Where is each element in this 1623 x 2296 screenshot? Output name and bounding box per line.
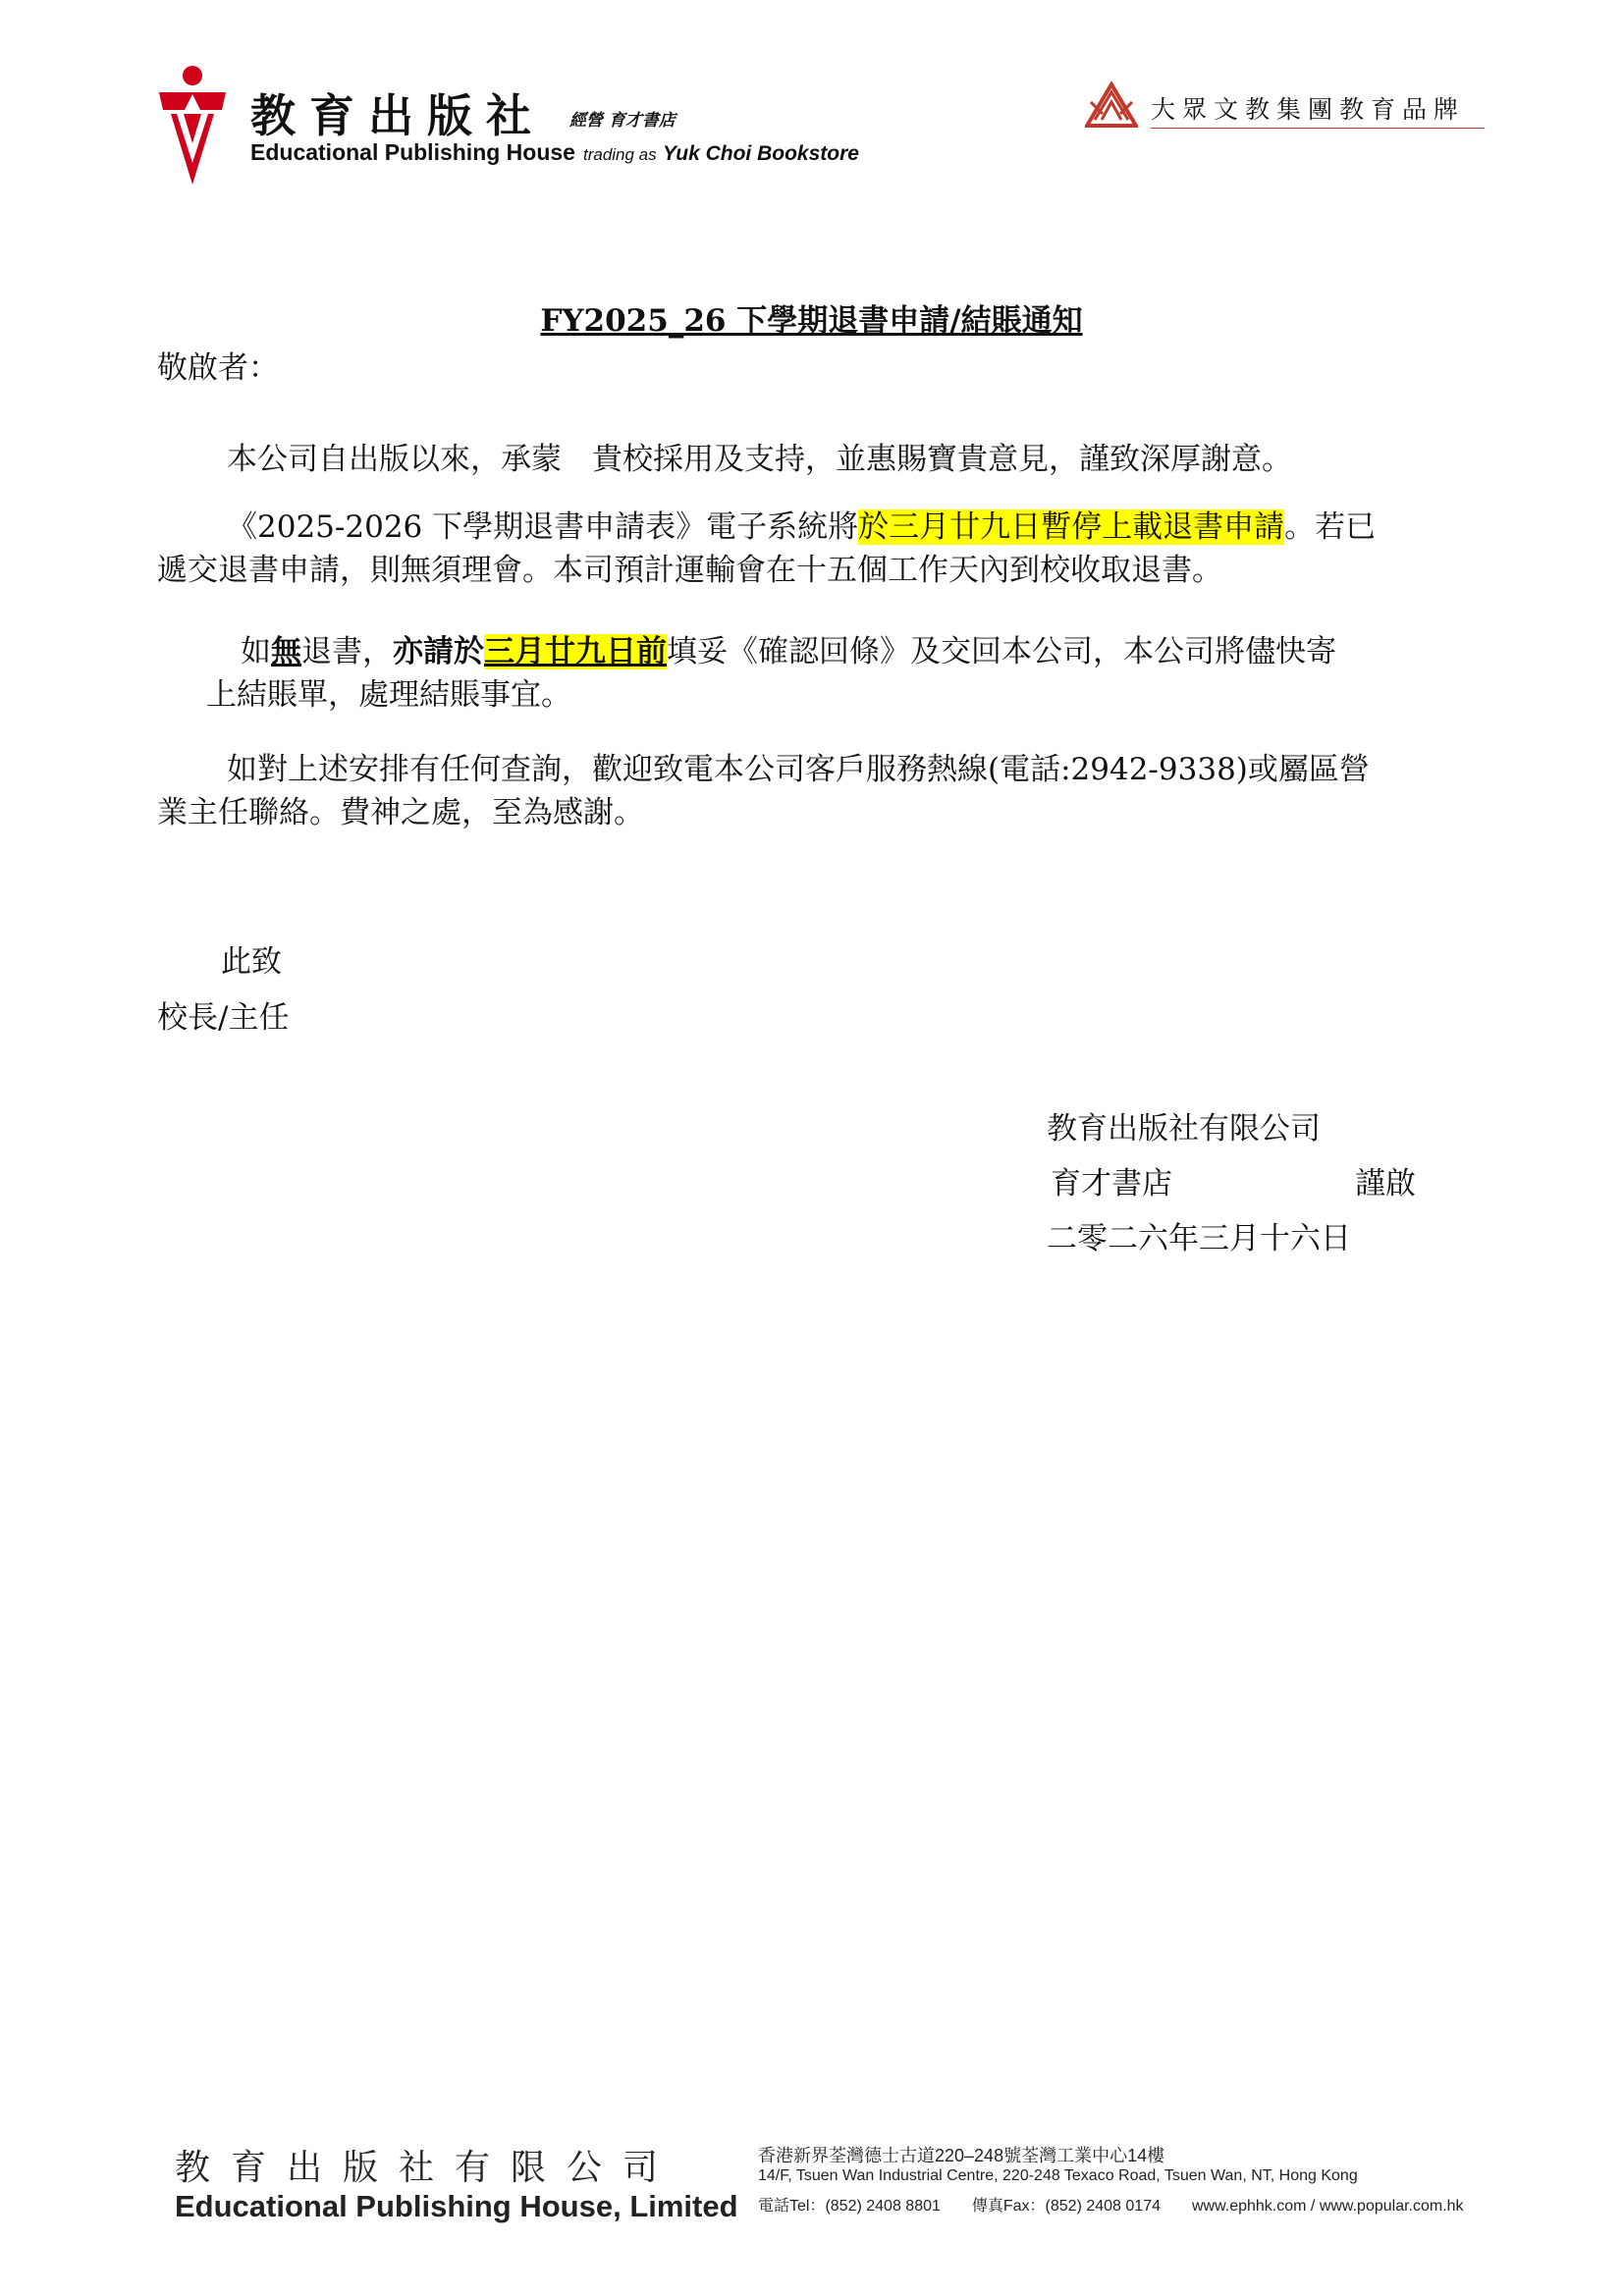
paragraph-system-notice-line1 bbox=[227, 506, 1376, 549]
paragraph-no-return-line1 bbox=[241, 630, 1336, 673]
signature-respectfully: 謹啟 bbox=[1355, 1166, 1416, 1201]
group-brand-text: 大眾文教集團教育品牌 bbox=[1151, 95, 1466, 124]
eph-name-english: Educational Publishing House bbox=[250, 139, 575, 165]
footer-address-chinese: 香港新界荃灣德士古道220–248號荃灣工業中心14樓 bbox=[758, 2146, 1165, 2165]
footer-contact: 電話Tel：(852) 2408 8801 傳真Fax：(852) 2408 0174 www.ephhk.com / www.popular.com.hk bbox=[758, 2198, 1464, 2215]
system-notice-text-end: 。若已 bbox=[1284, 509, 1377, 545]
footer-company-english: Educational Publishing House, Limited bbox=[175, 2189, 738, 2223]
eph-logo-chinese: 教育出版社 bbox=[250, 89, 545, 142]
letter-title: FY2025_26 下學期退書申請/結賬通知 bbox=[540, 303, 1083, 339]
paragraph-thanks: 本公司自出版以來，承蒙 貴校採用及支持，並惠賜寶貴意見，謹致深厚謝意。 bbox=[227, 442, 1292, 477]
recipient: 校長/主任 bbox=[157, 1000, 290, 1036]
footer-company-chinese: 教育出版社有限公司 bbox=[175, 2148, 679, 2188]
emphasis-also-please: 亦請於 bbox=[393, 634, 484, 669]
no-return-text-2: 退書， bbox=[301, 634, 393, 669]
signature-company: 教育出版社有限公司 bbox=[1047, 1111, 1321, 1147]
bookstore-name-english: Yuk Choi Bookstore bbox=[663, 142, 859, 165]
emphasis-no: 無 bbox=[271, 634, 301, 669]
eph-logo-english bbox=[250, 139, 859, 166]
salutation: 敬啟者： bbox=[157, 350, 279, 386]
system-notice-text: 《2025-2026 下學期退書申請表》電子系統將 bbox=[227, 509, 859, 545]
signature-bookstore: 育才書店 bbox=[1051, 1166, 1172, 1201]
footer-address-english: 14/F, Tsuen Wan Industrial Centre, 220-248 Texaco Road, Tsuen Wan, NT, Hong Kong bbox=[758, 2167, 1358, 2184]
paragraph-enquiry-line2: 業主任聯絡。費神之處，至為感謝。 bbox=[157, 795, 644, 830]
no-return-text-3: 填妥《確認回條》及交回本公司，本公司將儘快寄 bbox=[667, 634, 1336, 669]
eph-logo-trading-chinese: 經營 育才書店 bbox=[569, 111, 676, 131]
letter-date: 二零二六年三月十六日 bbox=[1047, 1221, 1351, 1256]
paragraph-no-return-line2: 上結賬單，處理結賬事宜。 bbox=[206, 677, 571, 713]
highlight-upload-deadline: 於三月廿九日暫停上載退書申請 bbox=[858, 509, 1285, 545]
group-logo-icon bbox=[1085, 80, 1138, 130]
closing-line: 此致 bbox=[221, 944, 282, 980]
no-return-text: 如 bbox=[241, 634, 271, 669]
trading-as-label: trading as bbox=[582, 145, 657, 164]
paragraph-enquiry-line1: 如對上述安排有任何查詢，歡迎致電本公司客戶服務熱線(電話:2942-9338)或屬區營 bbox=[227, 752, 1370, 787]
highlight-reply-deadline: 三月廿九日前 bbox=[484, 634, 667, 669]
eph-logo-icon bbox=[157, 65, 228, 185]
group-brand-underline bbox=[1151, 128, 1485, 129]
paragraph-system-notice-line2: 遞交退書申請，則無須理會。本司預計運輸會在十五個工作天內到校收取退書。 bbox=[157, 553, 1222, 588]
